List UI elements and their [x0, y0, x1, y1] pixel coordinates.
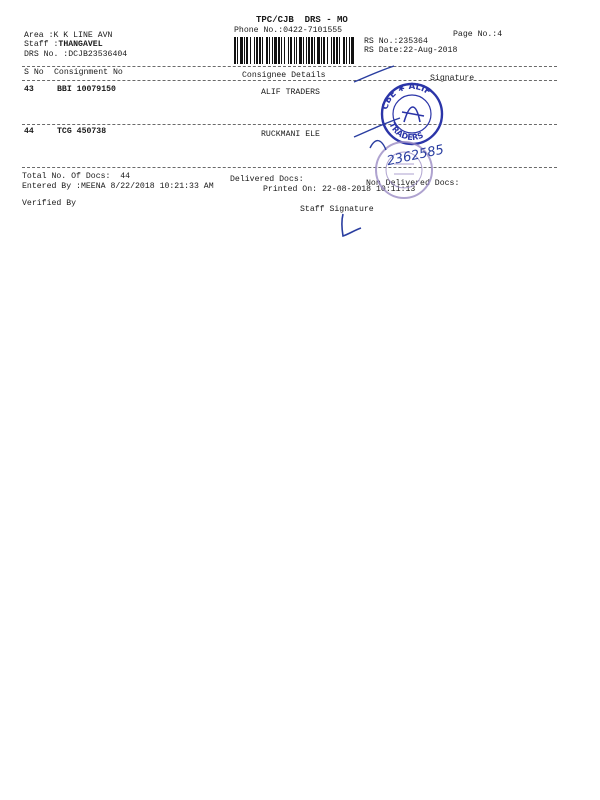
row-consignee: RUCKMANI ELE — [261, 130, 320, 139]
divider-bottom — [22, 167, 557, 168]
column-header-signature: Signature — [430, 74, 475, 83]
staff-signature-label: Staff Signature — [300, 205, 374, 214]
total-docs: Total No. Of Docs: 44 — [22, 172, 131, 181]
row-divider — [22, 124, 557, 125]
staff-name: THANGAVEL — [58, 40, 103, 49]
staff-row — [24, 41, 103, 49]
svg-text:2362585: 2362585 — [385, 142, 446, 170]
drs-number: DRS No. :DCJB23536404 — [24, 50, 128, 59]
column-header-sno: S No — [24, 68, 44, 77]
delivered-docs: Delivered Docs: — [230, 175, 304, 184]
row-sno: 43 — [24, 85, 34, 94]
handwritten-signature — [335, 210, 365, 240]
row-sno: 44 — [24, 127, 34, 136]
verified-by: Verified By — [22, 199, 77, 208]
rs-number: RS No.:235364 — [364, 37, 428, 46]
phone-number: Phone No.:0422-7101555 — [234, 26, 343, 35]
non-delivered-docs: Non Delivered Docs: — [366, 179, 460, 188]
row-consignment: BBI 10079150 — [57, 85, 116, 94]
staff-label: Staff : — [24, 40, 59, 49]
divider-header — [22, 80, 557, 81]
printed-on: Printed On: 22-08-2018 10:11:13 — [263, 185, 416, 194]
rs-date: RS Date:22-Aug-2018 — [364, 46, 458, 55]
row-consignee: ALIF TRADERS — [261, 88, 320, 97]
entered-by: Entered By :MEENA 8/22/2018 10:21:33 AM — [22, 182, 214, 191]
divider-top — [22, 66, 557, 67]
svg-text:CBE ✱ ALIF: CBE ✱ ALIF — [380, 81, 433, 111]
column-header-consignment: Consignment No — [54, 68, 123, 77]
barcode — [233, 37, 356, 64]
column-header-consignee: Consignee Details — [242, 71, 326, 80]
company-stamp — [364, 78, 460, 206]
svg-text:TRADERS: TRADERS — [387, 120, 425, 143]
page-number: Page No.:4 — [453, 30, 503, 39]
stamp-seal-blue — [380, 82, 442, 144]
area-label: Area :K K LINE AVN — [24, 31, 113, 40]
report-title: TPC/CJB DRS - MO — [256, 15, 348, 25]
row-consignment: TCG 450738 — [57, 127, 107, 136]
